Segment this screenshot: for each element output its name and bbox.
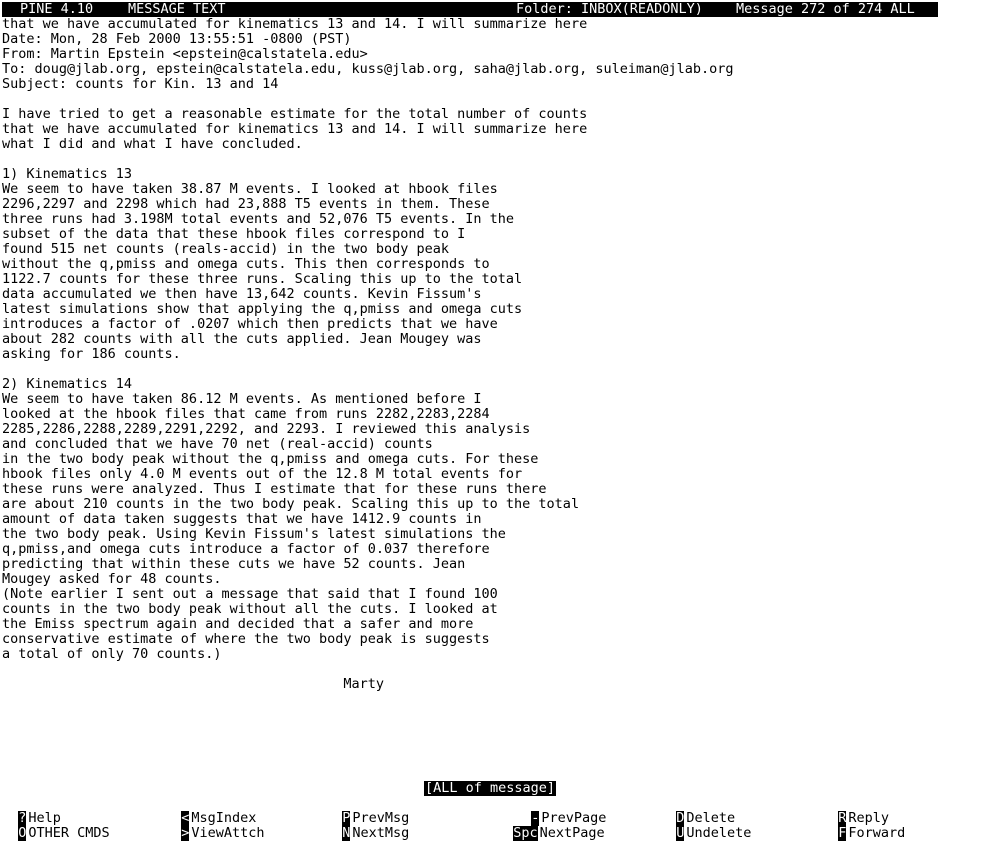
message-line: about 282 counts with all the cuts applied. Jean Mougey was (2, 331, 482, 347)
cmd-reply[interactable] (822, 796, 890, 826)
screen-mode: MESSAGE TEXT (128, 1, 226, 17)
cmd-nextmsg-label: NextMsg (352, 825, 410, 841)
message-line: hbook files only 4.0 M events out of the 12.8 M total events for (2, 466, 523, 482)
message-line: the Emiss spectrum again and decided that a safer and more (2, 616, 474, 632)
message-line: that we have accumulated for kinematics 13 and 14. I will summarize here (2, 16, 588, 32)
cmd-undelete[interactable] (660, 811, 752, 841)
message-line: Mougey asked for 48 counts. (2, 571, 222, 587)
message-line: found 515 net counts (reals-accid) in the two body peak (2, 241, 450, 257)
cmd-nextpage[interactable] (497, 811, 605, 841)
cmd-other-cmds[interactable] (2, 811, 110, 841)
folder-name: Folder: INBOX(READONLY) (516, 1, 703, 17)
message-line: are about 210 counts in the two body peak. Scaling this up to the total (2, 496, 580, 512)
message-line: Subject: counts for Kin. 13 and 14 (2, 76, 279, 92)
cmd-viewattch-label: ViewAttch (191, 825, 265, 841)
message-line: data accumulated we then have 13,642 counts. Kevin Fissum's (2, 286, 482, 302)
cmd-delete[interactable] (660, 796, 736, 826)
message-line: the two body peak. Using Kevin Fissum's latest simulations the (2, 526, 506, 542)
cmd-help[interactable] (2, 796, 61, 826)
key-msgindex: < (181, 810, 190, 826)
message-line (2, 92, 992, 107)
cmd-prevmsg-label: PrevMsg (352, 810, 410, 826)
key-prevmsg: P (342, 810, 351, 826)
message-line: 2285,2286,2288,2289,2291,2292, and 2293. I reviewed this analysis (2, 421, 531, 437)
message-line: We seem to have taken 38.87 M events. I looked at hbook files (2, 181, 498, 197)
message-line (2, 152, 992, 167)
cmd-reply-label: Reply (848, 810, 890, 826)
message-line: subset of the data that these hbook files correspond to I (2, 226, 466, 242)
cmd-msgindex[interactable] (165, 796, 257, 826)
status-message: [ALL of message] (425, 780, 556, 796)
message-line: asking for 186 counts. (2, 346, 181, 362)
cmd-delete-label: Delete (686, 810, 736, 826)
cmd-forward[interactable] (822, 811, 906, 841)
message-line: I have tried to get a reasonable estimate for the total number of counts (2, 106, 588, 122)
message-line: Marty (2, 676, 385, 692)
message-line: (Note earlier I sent out a message that said that I found 100 (2, 586, 498, 602)
key-nextpage: Spc (513, 825, 538, 841)
cmd-prevpage[interactable] (515, 796, 607, 826)
key-reply: R (838, 810, 847, 826)
message-line: amount of data taken suggests that we have 1412.9 counts in (2, 511, 482, 527)
message-line: and concluded that we have 70 net (real-accid) counts (2, 436, 433, 452)
message-line: without the q,pmiss and omega cuts. This then corresponds to (2, 256, 490, 272)
cmd-msgindex-label: MsgIndex (191, 810, 257, 826)
message-line: predicting that within these cuts we have 52 counts. Jean (2, 556, 466, 572)
key-forward: F (838, 825, 847, 841)
message-line (2, 662, 992, 677)
key-help: ? (18, 810, 27, 826)
cmd-prevpage-label: PrevPage (541, 810, 607, 826)
message-line: Date: Mon, 28 Feb 2000 13:55:51 -0800 (PST) (2, 31, 352, 47)
cmd-help-label: Help (28, 810, 61, 826)
message-line: q,pmiss,and omega cuts introduce a factor of 0.037 therefore (2, 541, 490, 557)
message-line: that we have accumulated for kinematics 13 and 14. I will summarize here (2, 121, 588, 137)
message-position: Message 272 of 274 ALL (736, 1, 915, 17)
message-line: counts in the two body peak without all the cuts. I looked at (2, 601, 498, 617)
cmd-nextmsg[interactable] (326, 811, 410, 841)
key-other-cmds: O (18, 825, 27, 841)
message-line: conservative estimate of where the two body peak is suggests (2, 631, 490, 647)
cmd-viewattch[interactable] (165, 811, 265, 841)
message-line: what I did and what I have concluded. (2, 136, 303, 152)
cmd-nextpage-label: NextPage (539, 825, 605, 841)
message-line: introduces a factor of .0207 which then predicts that we have (2, 316, 498, 332)
key-nextmsg: N (342, 825, 351, 841)
message-line: From: Martin Epstein <epstein@calstatela.edu> (2, 46, 368, 62)
cmd-forward-label: Forward (848, 825, 906, 841)
message-line: 1122.7 counts for these three runs. Scaling this up to the total (2, 271, 523, 287)
key-delete: D (676, 810, 685, 826)
cmd-prevmsg[interactable] (326, 796, 410, 826)
message-line: a total of only 70 counts.) (2, 646, 222, 662)
app-name: PINE 4.10 (20, 1, 94, 17)
cmd-other-cmds-label: OTHER CMDS (28, 825, 110, 841)
message-line: three runs had 3.198M total events and 52,076 T5 events. In the (2, 211, 515, 227)
key-viewattch: > (181, 825, 190, 841)
title-bar (2, 2, 938, 17)
key-undelete: U (676, 825, 685, 841)
cmd-undelete-label: Undelete (686, 825, 752, 841)
message-line: in the two body peak without the q,pmiss and omega cuts. For these (2, 451, 539, 467)
message-line: latest simulations show that applying the q,pmiss and omega cuts (2, 301, 523, 317)
message-line: 2) Kinematics 14 (2, 376, 133, 392)
message-line: 1) Kinematics 13 (2, 166, 133, 182)
message-line: To: doug@jlab.org, epstein@calstatela.edu, kuss@jlab.org, saha@jlab.org, suleiman@jlab.org (2, 61, 734, 77)
message-line: 2296,2297 and 2298 which had 23,888 T5 events in them. These (2, 196, 490, 212)
message-line: these runs were analyzed. Thus I estimate that for these runs there (2, 481, 547, 497)
message-line: We seem to have taken 86.12 M events. As mentioned before I (2, 391, 482, 407)
message-body (2, 17, 992, 692)
key-prevpage: - (531, 810, 540, 826)
message-line: looked at the hbook files that came from runs 2282,2283,2284 (2, 406, 490, 422)
message-line (2, 362, 992, 377)
